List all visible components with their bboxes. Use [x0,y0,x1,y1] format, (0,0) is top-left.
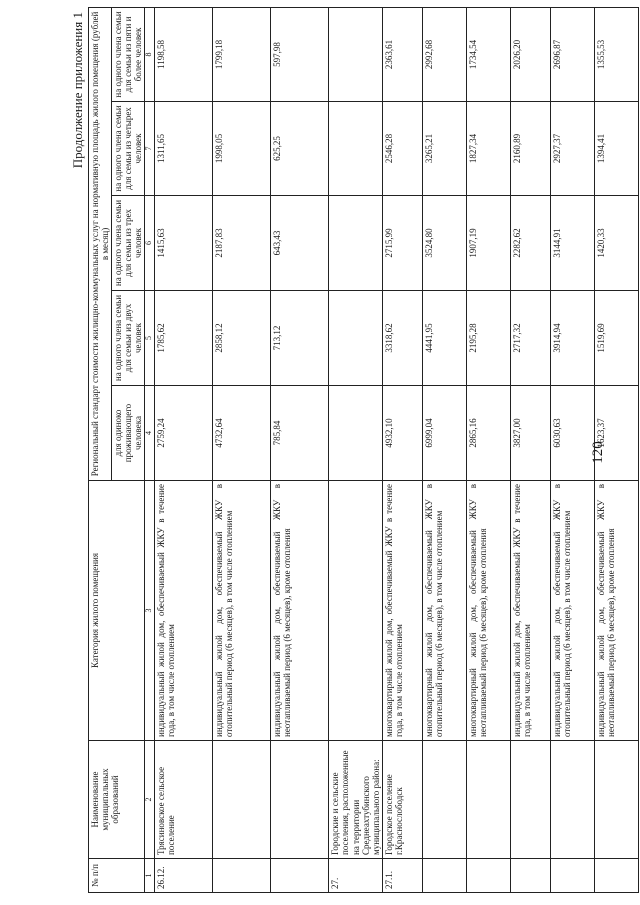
municipality-name: Трясиновское сельское поселение [155,741,213,859]
row-number: 27.1. [382,859,422,893]
cost-value: 4732,64 [213,386,271,481]
cost-value: 6999,04 [422,386,466,481]
header-category: Категория жилого помещения [89,481,145,741]
cost-value: 1734,54 [466,7,510,101]
municipality-name: Городские и сельские поселения, расположенные на территории Среднеахтубинского муниципального района: [329,741,382,859]
housing-category: индивидуальный жилой дом, обеспечиваемый ЖКУ в отопительный период (6 месяцев), в том числе отоплением [213,481,271,741]
row-number [510,859,550,893]
municipality-name [594,741,638,859]
table-row [271,7,329,892]
subheader: на одного члена семьи для семьи из трех человек [112,196,145,291]
column-number: 3 [145,481,155,741]
table-row [382,7,422,892]
cost-value: 2992,68 [422,7,466,101]
table-row [594,7,638,892]
continuation-title: Продолжение приложения 1 [70,12,85,169]
housing-category: индивидуальный жилой дом, обеспечиваемый ЖКУ в неотапливаемый период (6 месяцев), кроме отопления [271,481,329,741]
municipality-name [466,741,510,859]
cost-value: 4932,10 [382,386,422,481]
header-num: № п/п [89,859,145,893]
cost-value: 3144,91 [550,196,594,291]
municipality-name [422,741,466,859]
cost-value: 3827,00 [510,386,550,481]
subheader: на одного члена семьи для семьи из четырех человек [112,102,145,196]
housing-category: индивидуальный жилой дом, обеспечиваемый ЖКУ в течение года, в том числе отоплением [155,481,213,741]
column-number: 8 [145,7,155,101]
housing-category: многоквартирный жилой дом, обеспечиваемый ЖКУ в отопительный период (6 месяцев), в том числе отоплением [422,481,466,741]
cost-value: 2717,32 [510,291,550,386]
cost-value: 3265,21 [422,102,466,196]
cost-value: 1623,37 [594,386,638,481]
row-number [213,859,271,893]
cost-value: 3524,80 [422,196,466,291]
housing-category: индивидуальный жилой дом, обеспечиваемый ЖКУ в отопительный период (6 месяцев), в том числе отоплением [550,481,594,741]
cost-value: 2282,62 [510,196,550,291]
cost-value: 3318,62 [382,291,422,386]
cost-value: 1827,34 [466,102,510,196]
table-row [155,7,213,892]
column-number: 5 [145,291,155,386]
table-row [213,7,271,892]
cost-value: 713,12 [271,291,329,386]
cost-value: 6030,63 [550,386,594,481]
cost-value: 1785,62 [155,291,213,386]
column-number: 6 [145,196,155,291]
table-row [329,7,382,892]
housing-category: многоквартирный жилой дом, обеспечиваемый ЖКУ в течение года, в том числе отоплением [382,481,422,741]
cost-value: 1998,05 [213,102,271,196]
cost-value: 1420,33 [594,196,638,291]
municipality-name [550,741,594,859]
cost-value [329,291,382,386]
cost-value: 1311,65 [155,102,213,196]
page-number: 120 [590,441,606,464]
table-row [466,7,510,892]
row-number [594,859,638,893]
cost-value [329,102,382,196]
subheader: для одиноко проживающего человека [112,386,145,481]
municipality-name [510,741,550,859]
cost-value: 1355,53 [594,7,638,101]
cost-value: 2759,24 [155,386,213,481]
cost-value: 643,43 [271,196,329,291]
cost-value: 597,98 [271,7,329,101]
column-number: 1 [145,859,155,893]
cost-value: 1799,18 [213,7,271,101]
cost-value: 2715,99 [382,196,422,291]
header-name: Наименование муниципальных образований [89,741,145,859]
cost-value: 785,84 [271,386,329,481]
cost-value: 625,25 [271,102,329,196]
cost-value: 2195,28 [466,291,510,386]
cost-value: 2026,20 [510,7,550,101]
cost-value: 4441,95 [422,291,466,386]
cost-value: 2363,61 [382,7,422,101]
table-row [422,7,466,892]
row-number [550,859,594,893]
cost-value: 2696,87 [550,7,594,101]
cost-value: 2160,89 [510,102,550,196]
cost-value: 2865,16 [466,386,510,481]
cost-value: 1907,19 [466,196,510,291]
housing-category: многоквартирный жилой дом, обеспечиваемый ЖКУ в неотапливаемый период (6 месяцев), кроме отопления [466,481,510,741]
cost-value [329,386,382,481]
table-row [510,7,550,892]
cost-value: 1198,58 [155,7,213,101]
municipality-name [213,741,271,859]
cost-value: 2187,83 [213,196,271,291]
cost-value [329,196,382,291]
header-group: Региональный стандарт стоимости жилищно-коммунальных услуг на нормативную площадь жилого помещения (рублей в месяц) [89,7,112,480]
column-number: 7 [145,102,155,196]
table-row [550,7,594,892]
subheader: на одного члена семьи для семьи из двух человек [112,291,145,386]
housing-category: индивидуальный жилой дом, обеспечиваемый ЖКУ в течение года, в том числе отоплением [510,481,550,741]
cost-value: 2858,12 [213,291,271,386]
cost-value [329,7,382,101]
housing-category: индивидуальный жилой дом, обеспечиваемый ЖКУ в неотапливаемый период (6 месяцев), кроме отопления [594,481,638,741]
tariff-table [88,7,639,893]
municipality-name [271,741,329,859]
cost-value: 2927,37 [550,102,594,196]
cost-value: 1415,63 [155,196,213,291]
row-number: 26.12. [155,859,213,893]
cost-value: 2546,28 [382,102,422,196]
column-number: 4 [145,386,155,481]
row-number [271,859,329,893]
housing-category [329,481,382,741]
municipality-name: Городское поселение г.Краснослободск [382,741,422,859]
cost-value: 1394,41 [594,102,638,196]
column-number: 2 [145,741,155,859]
cost-value: 3914,94 [550,291,594,386]
row-number [422,859,466,893]
row-number: 27. [329,859,382,893]
row-number [466,859,510,893]
subheader: на одного члена семьи для семьи из пяти и более человек [112,7,145,101]
cost-value: 1519,69 [594,291,638,386]
